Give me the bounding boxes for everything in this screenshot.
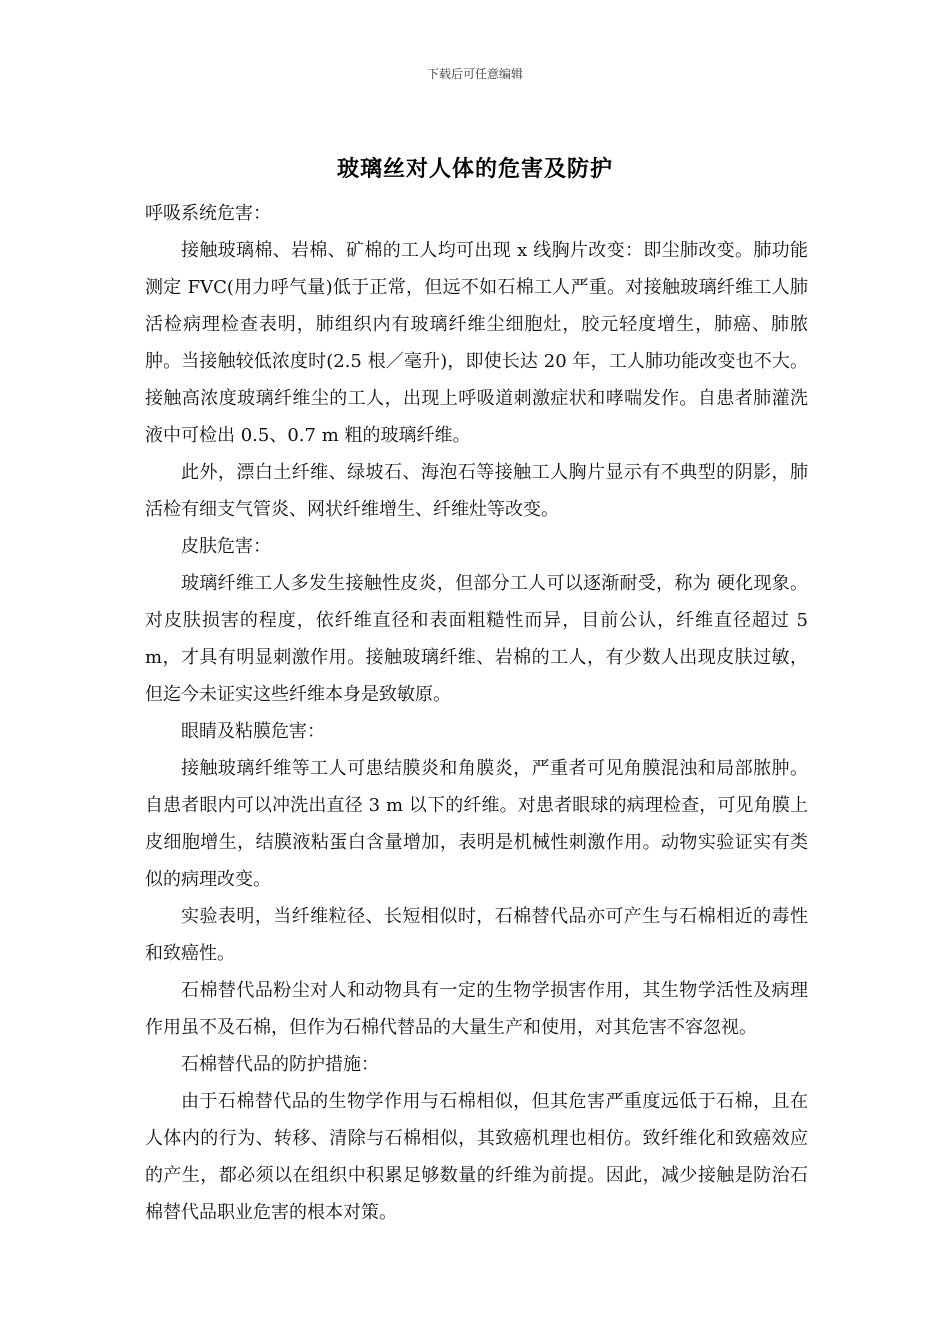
- paragraph: 石棉替代品粉尘对人和动物具有一定的生物学损害作用，其生物学活性及病理作用虽不及石棉，但作为石棉代替品的大量生产和使用，对其危害不容忽视。: [145, 980, 808, 1038]
- page-header: 下载后可任意编辑: [426, 67, 523, 81]
- paragraph: 实验表明，当纤维粒径、长短相似时，石棉替代品亦可产生与石棉相近的毒性和致癌性。: [145, 906, 808, 964]
- document-title: 玻璃丝对人体的危害及防护: [336, 157, 613, 182]
- section-heading-skin: 皮肤危害：: [181, 536, 271, 557]
- paragraph: 接触玻璃纤维等工人可患结膜炎和角膜炎，严重者可见角膜混浊和局部脓肿。自患者眼内可以冲洗出直径 3 m 以下的纤维。对患者眼球的病理检查，可见角膜上皮细胞增生，结膜液粘蛋白含量增加，表明是机械性刺激作用。动物实验证实有类似的病理改变。: [145, 758, 808, 890]
- paragraph: 接触玻璃棉、岩棉、矿棉的工人均可出现 x 线胸片改变：即尘肺改变。肺功能测定 FVC(用力呼气量)低于正常，但远不如石棉工人严重。对接触玻璃纤维工人肺活检病理检查表明，肺组织内有玻璃纤维尘细胞灶，胶元轻度增生，肺癌、肺脓肿。当接触较低浓度时(2.5 根／毫升)，即使长达 20 年，工人肺功能改变也不大。接触高浓度玻璃纤维尘的工人，出现上呼吸道刺激症状和哮喘发作。自患者肺灌洗液中可检出 0.5、0.7 m 粗的玻璃纤维。: [145, 240, 808, 446]
- paragraph: 玻璃纤维工人多发生接触性皮炎，但部分工人可以逐渐耐受，称为 硬化现象。对皮肤损害的程度，依纤维直径和表面粗糙性而异，目前公认，纤维直径超过 5 m，才具有明显刺激作用。接触玻璃纤维、岩棉的工人，有少数人出现皮肤过敏，但迄今未证实这些纤维本身是致敏原。: [145, 573, 808, 705]
- document-body: [145, 195, 808, 1231]
- section-heading-eyes: 眼睛及粘膜危害：: [181, 721, 325, 742]
- section-heading-respiratory: 呼吸系统危害：: [145, 203, 271, 224]
- section-heading-protection: 石棉替代品的防护措施：: [181, 1054, 379, 1075]
- paragraph: 此外，漂白土纤维、绿坡石、海泡石等接触工人胸片显示有不典型的阴影，肺活检有细支气管炎、网状纤维增生、纤维灶等改变。: [145, 462, 808, 520]
- paragraph: 由于石棉替代品的生物学作用与石棉相似，但其危害严重度远低于石棉，且在人体内的行为、转移、清除与石棉相似，其致癌机理也相仿。致纤维化和致癌效应的产生，都必须以在组织中积累足够数量的纤维为前提。因此，减少接触是防治石棉替代品职业危害的根本对策。: [145, 1091, 808, 1223]
